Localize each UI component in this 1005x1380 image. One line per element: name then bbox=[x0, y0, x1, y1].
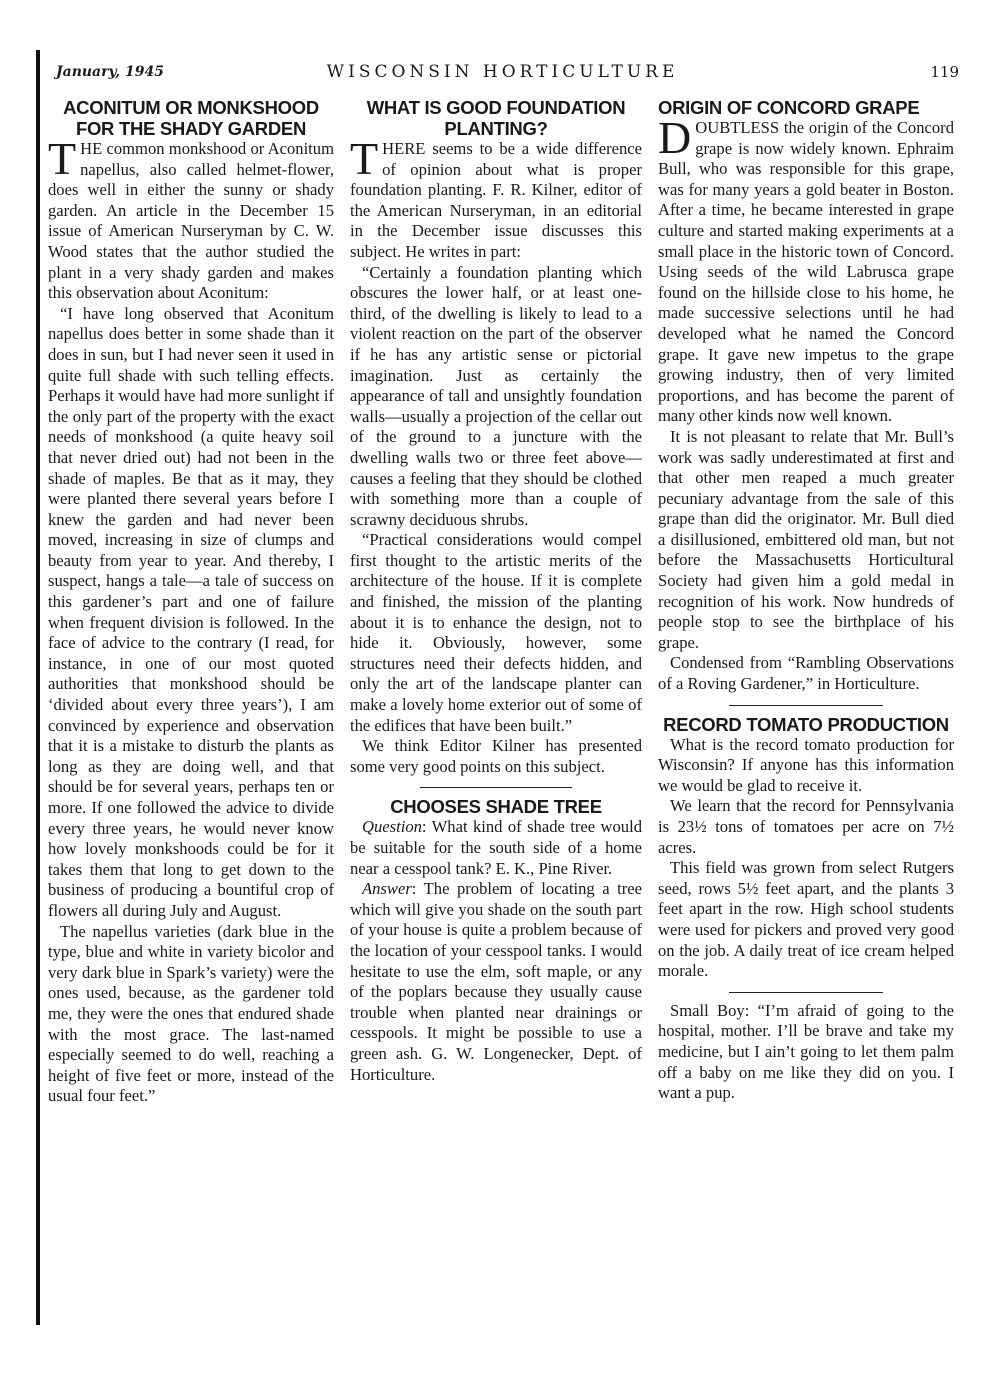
column-3 bbox=[658, 97, 954, 1104]
column-1 bbox=[48, 97, 334, 1107]
article-heading-aconitum: ACONITUM OR MONKSHOOD FOR THE SHADY GARDEN bbox=[63, 97, 319, 139]
paragraph-text: HE common monkshood or Aconitum napellus, also called helmet-flower, does well in either the sunny or shady garden. An article in the December 15 issue of American Nurseryman by C. W. Wood states that the author studied the plant in a very shady garden and makes this observation about Aconitum: bbox=[48, 139, 334, 303]
article-paragraph: It is not pleasant to relate that Mr. Bull’s work was sadly underestimated at first and that other men reaped a much greater pecuniary advantage from the sale of this grape than did the originator. Mr. Bull died a disillusioned, embittered old man, but not before the Massachusetts Horticultural Society had given him a gold medal in recognition of his work. Now hundreds of people stop to see the birthplace of his grape. bbox=[658, 426, 954, 652]
article-heading-tomato: RECORD TOMATO PRODUCTION bbox=[663, 713, 949, 735]
article-paragraph: The napellus varieties (dark blue in the type, blue and white in variety bicolor and very dark blue in Spark’s variety) were the ones used, because, as the gardener told me, they were the ones that endured shade with the most grace. The last-named especially seemed to do well, reaching a height of five feet or more, instead of the usual four feet.” bbox=[48, 921, 334, 1106]
article-paragraph-joke: Small Boy: “I’m afraid of going to the hospital, mother. I’ll be brave and take my medicine, but I ain’t going to let them palm off a baby on me like they did on you. I want a pup. bbox=[658, 1000, 954, 1103]
drop-cap: T bbox=[350, 133, 379, 184]
article-paragraph: We think Editor Kilner has presented some very good points on this subject. bbox=[350, 736, 642, 776]
article-paragraph bbox=[658, 112, 954, 427]
question-text: : What kind of shade tree would be suitable for the south side of a home near a cesspool tank? E. K., Pine River. bbox=[350, 817, 642, 878]
section-divider bbox=[729, 992, 883, 993]
answer-label: Answer bbox=[362, 879, 412, 899]
article-heading-shade-tree: CHOOSES SHADE TREE bbox=[390, 796, 602, 818]
article-paragraph: Condensed from “Rambling Observations of a Roving Gardener,” in Horticulture. bbox=[658, 653, 954, 694]
column-2 bbox=[350, 97, 642, 1085]
page-header bbox=[46, 62, 959, 84]
paragraph-text: OUBTLESS the origin of the Concord grape is now widely known. Ephraim Bull, who was responsible for this grape, was for many years a gold beater in Boston. After a time, he became interested in grape culture and started making experiments at a small place in the historic town of Concord. Using seeds of the wild Labrusca grape found on the hillside close to his home, he made successive selections until he had developed what he named the Concord grape. It gave new impetus to the grape growing industry, then of very limited proportions, and has become the parent of many other kinds now well known. bbox=[658, 118, 954, 426]
article-paragraph: What is the record tomato production for Wisconsin? If anyone has this information we would be glad to receive it. bbox=[658, 734, 954, 795]
header-title: WISCONSIN HORTICULTURE bbox=[326, 62, 679, 82]
drop-cap: T bbox=[48, 133, 77, 184]
drop-cap: D bbox=[658, 112, 692, 163]
answer-text: : The problem of locating a tree which will give you shade on the south part of your house is quite a problem because of the location of your cesspool tanks. I would hesitate to use the elm, soft maple, or any of the poplars because they usually cause trouble when planted near drainings or cesspools. It might be possible to use a green ash. G. W. Longenecker, Dept. of Horticulture. bbox=[350, 879, 642, 1084]
question-label: Question bbox=[362, 817, 422, 837]
header-date: January, 1945 bbox=[56, 64, 165, 80]
article-paragraph bbox=[350, 133, 642, 263]
article-paragraph: This field was grown from select Rutgers seed, rows 5½ feet apart, and the plants 3 feet apart in the row. High school students were used for pickers and proved very good on the job. A daily treat of ice cream helped morale. bbox=[658, 858, 954, 981]
article-paragraph: “Practical considerations would compel first thought to the artistic merits of the architecture of the house. If it is complete and finished, the mission of the planting about it is to enhance the design, not to hide it. Obviously, however, some structures need their defects hidden, and only the art of the landscape planter can make a lovely home exterior out of some of the edifices that have been built.” bbox=[350, 530, 642, 735]
article-paragraph-answer bbox=[350, 879, 642, 1085]
article-paragraph bbox=[48, 133, 334, 304]
article-heading-concord-grape: ORIGIN OF CONCORD GRAPE bbox=[658, 97, 920, 118]
article-paragraph-question bbox=[350, 817, 642, 879]
section-divider bbox=[420, 787, 572, 788]
article-paragraph: We learn that the record for Pennsylvania is 23½ tons of tomatoes per acre on 7½ acres. bbox=[658, 796, 954, 857]
paragraph-text: HERE seems to be a wide difference of opinion about what is proper foundation planting. F. R. Kilner, editor of the American Nurseryman, in an editorial in the December issue discusses this subject. He writes in part: bbox=[350, 139, 642, 261]
left-margin-rule bbox=[36, 50, 40, 1325]
article-heading-foundation-planting: WHAT IS GOOD FOUNDATION PLANTING? bbox=[366, 97, 626, 139]
section-divider bbox=[729, 705, 883, 706]
article-paragraph: “I have long observed that Aconitum napellus does better in some shade than it does in sun, but I had never seen it used in quite full shade with such telling effects. Perhaps it would have had more sunlight if the only part of the property with the exact needs of monkshood (a quite heavy soil that never dried out) had not been in the shade of maples. Be that as it may, they were planted there several years before I knew the garden and had never been moved, increasing in size of clumps and beauty from year to year. And thereby, I suspect, hangs a tale—a tale of success on this gardener’s part and one of failure when frequent division is followed. In the face of advice to the contrary (I read, for instance, in one of our most quoted authorities that monkshood should be ‘divided about every three years’), I am convinced by experience and observation that it is a mistake to disturb the plants as long as they are doing well, and that should be for several years, perhaps ten or more. If one followed the advice to divide every three years, he would never know how lovely monkshoods could be for it takes them that long to get down to the business of producing a bountiful crop of flowers all during July and August. bbox=[48, 303, 334, 920]
page-number: 119 bbox=[930, 63, 959, 81]
article-paragraph: “Certainly a foundation planting which obscures the lower half, or at least one-third, of the dwelling is likely to lead to a violent reaction on the part of the observer if he has any artistic sense or pictorial imagination. Just as certainly the appearance of tall and unsightly foundation walls—usually a projection of the cellar out of the ground to a juncture with the dwelling walls two or three feet above—causes a feeling that they should be clothed with something more than a couple of scrawny deciduous shrubs. bbox=[350, 262, 642, 529]
